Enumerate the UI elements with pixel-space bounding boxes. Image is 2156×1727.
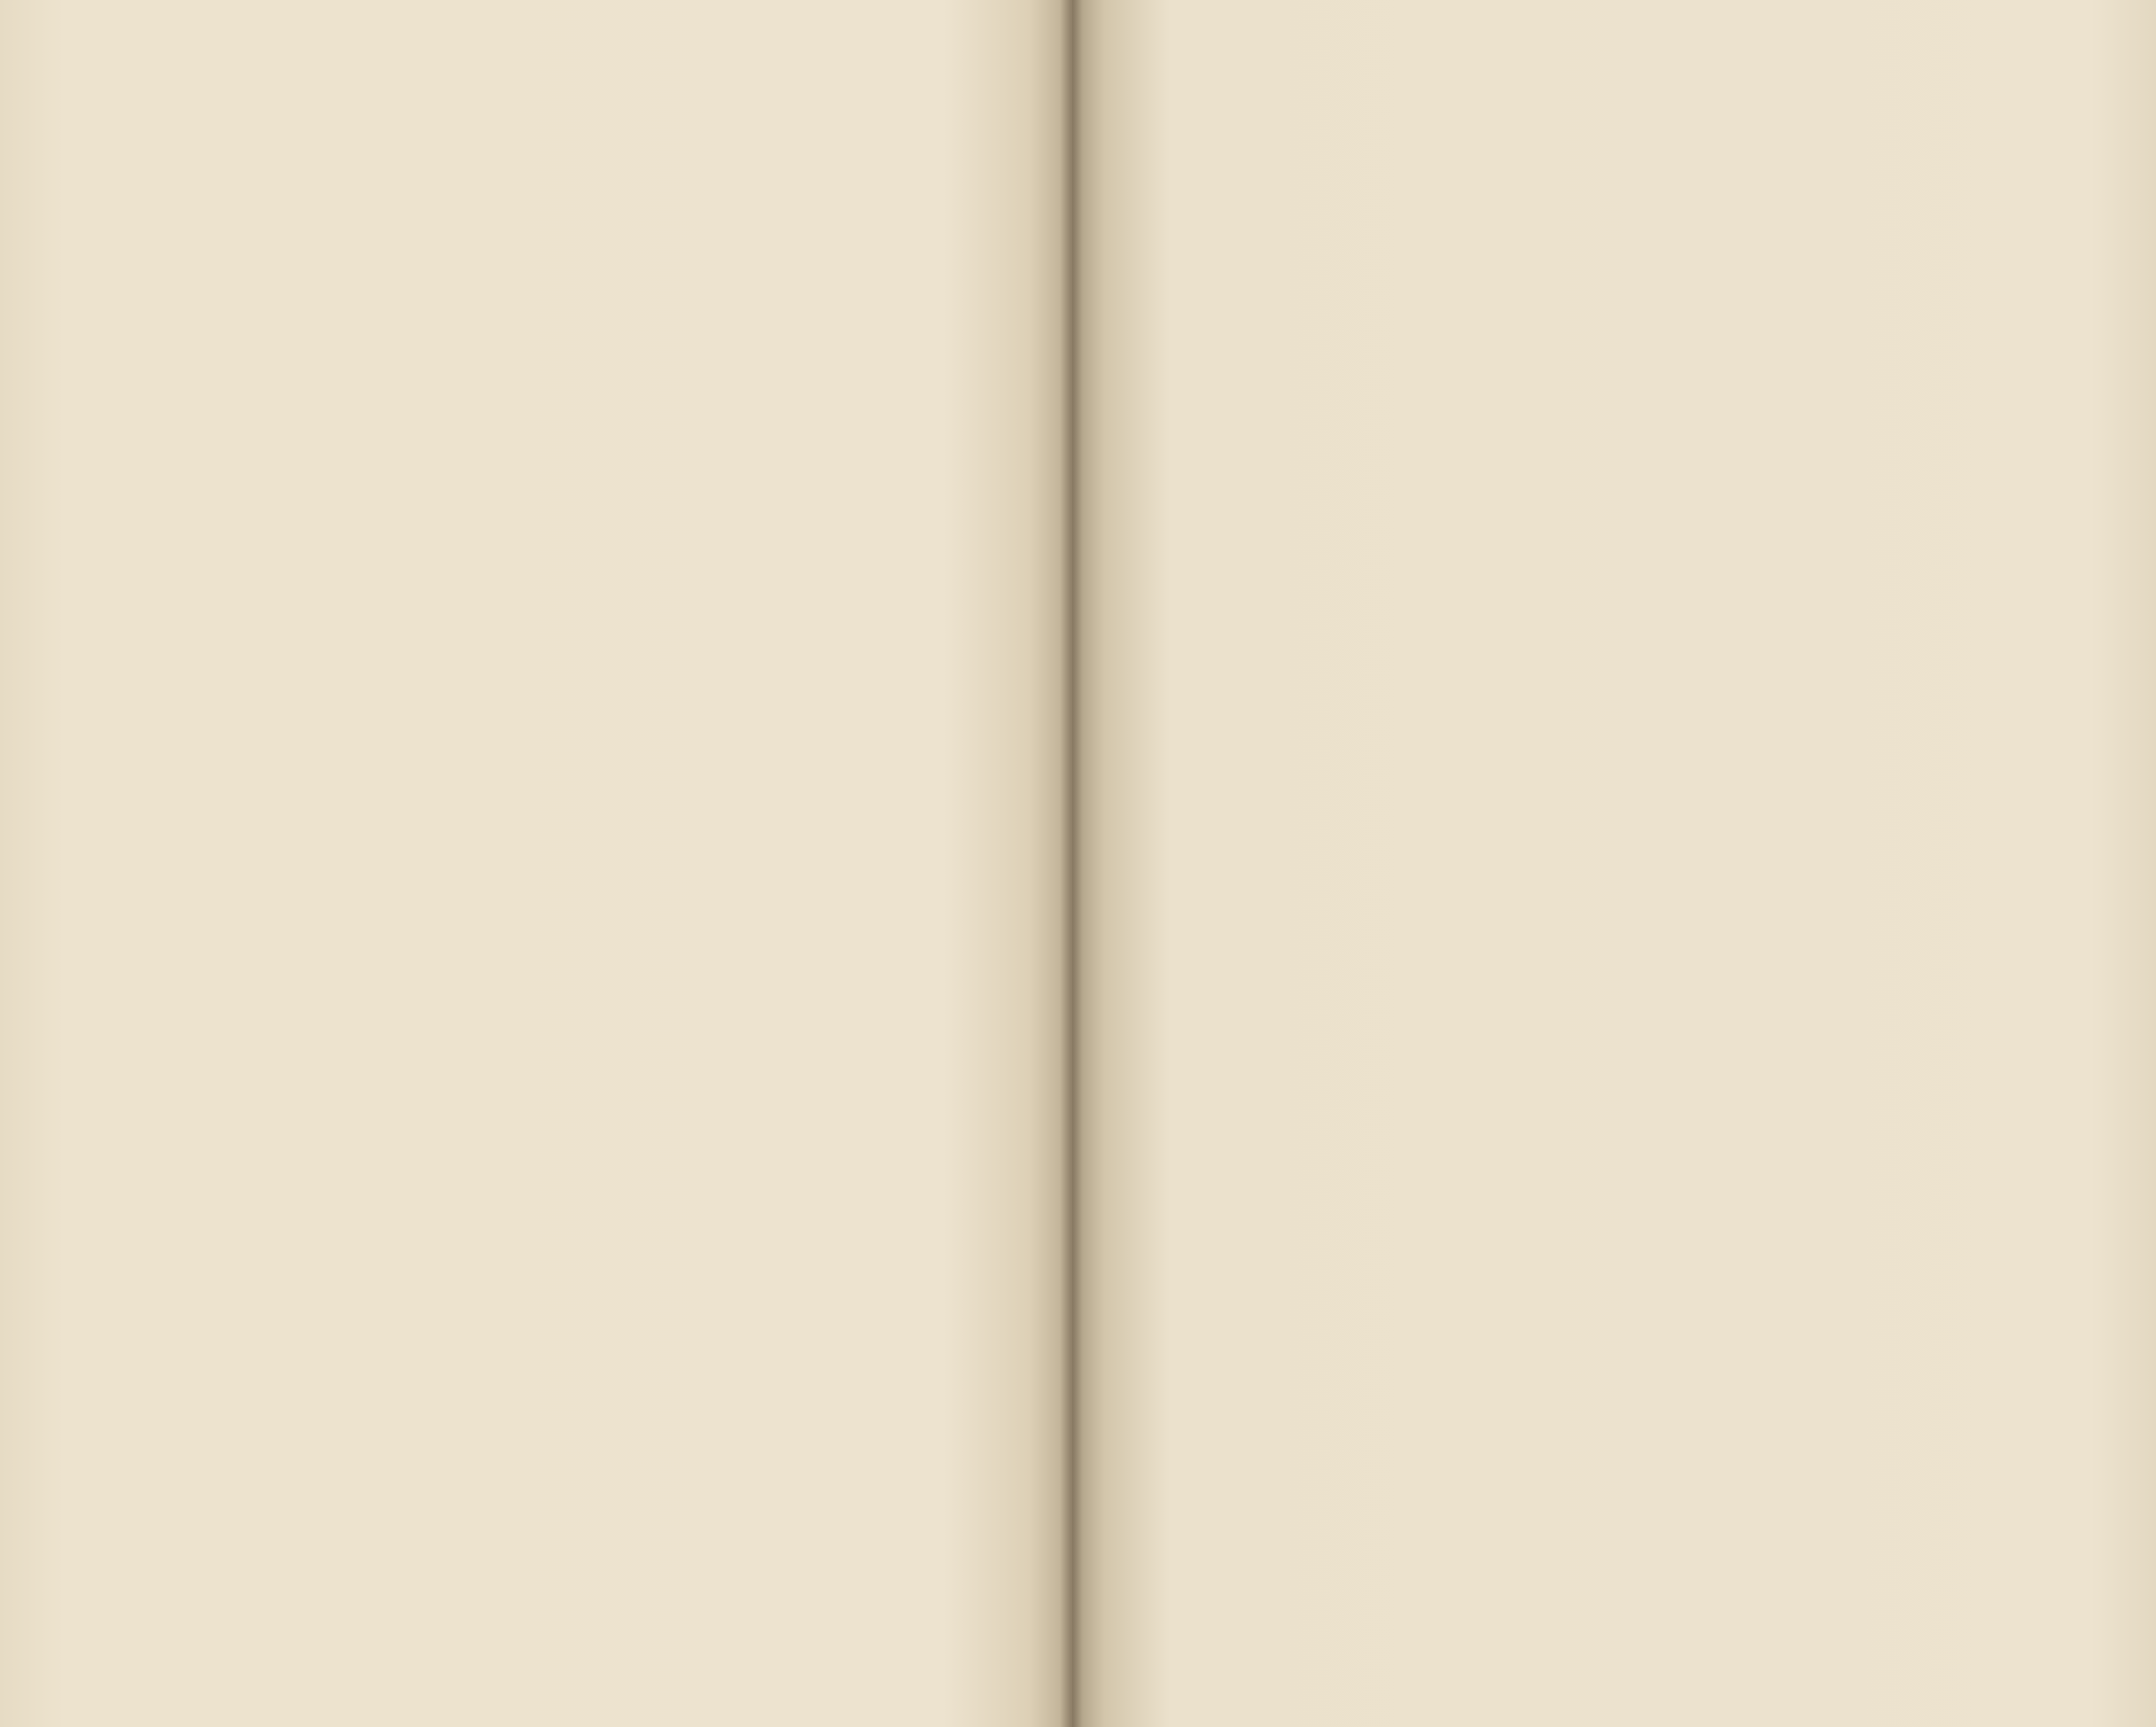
left-page: [0, 0, 1072, 1727]
book-gutter: [1060, 0, 1083, 1727]
right-page: [1072, 0, 2156, 1727]
